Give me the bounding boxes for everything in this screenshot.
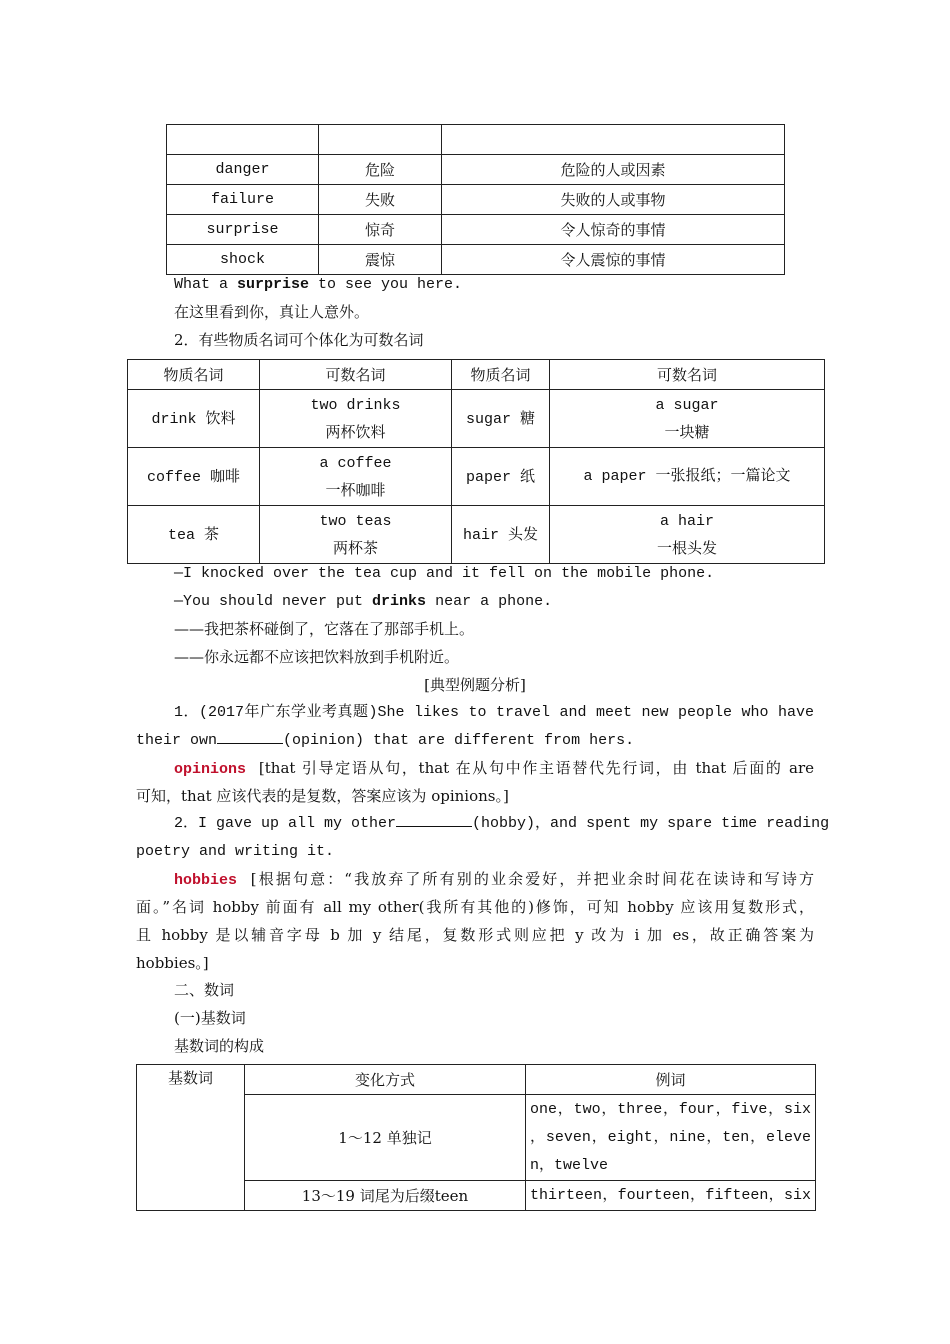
table-cell: 失败 [319,185,442,215]
table-cell: drink 饮料 [128,390,260,448]
table-header: 可数名词 [260,360,452,390]
answer-2-cont: hobbies。] [136,954,209,972]
answer-1-cont: 可知，that 应该代表的是复数，答案应该为 opinions。] [136,787,509,805]
table-cell: 危险 [319,155,442,185]
table-row [167,215,785,245]
table-cell: sugar 糖 [452,390,550,448]
table-cell: 失败的人或事物 [442,185,785,215]
section-subheading: (一)基数词 [174,1009,246,1027]
table-header-row [128,360,825,390]
table-cell [167,125,319,155]
table-row [128,506,825,564]
question-1: 1．(2017年广东学业考真题)She likes to travel and meet new people who have [174,704,814,721]
table-cell: surprise [167,215,319,245]
keyword: drinks [372,593,427,610]
table-header: 可数名词 [550,360,825,390]
table-cell: 危险的人或因素 [442,155,785,185]
answer-2-cont: 面。”名词 hobby 前面有 all my other(我所有其他的)修饰，可知 hobby 应该用复数形式， [136,898,814,916]
table-cell: a coffee 一杯咖啡 [260,448,452,506]
table-row [128,448,825,506]
table-cell: thirteen，fourteen，fifteen，six [526,1181,816,1211]
table-cell [319,125,442,155]
question-2: 2．I gave up all my other (hobby)，and spent my spare time reading [174,810,814,838]
answer-blank [217,727,283,744]
table-cell: 13～19 词尾为后缀teen [245,1181,526,1211]
table-cell: coffee 咖啡 [128,448,260,506]
table-cell: a paper 一张报纸；一篇论文 [550,448,825,506]
dialog-line: —I knocked over the tea cup and it fell on the mobile phone. [174,565,715,582]
table-header: 变化方式 [245,1065,526,1095]
table-cell: 令人震惊的事情 [442,245,785,275]
answer-2: hobbies [根据句意：“我放弃了所有别的业余爱好，并把业余时间花在读诗和写诗方 [174,870,814,889]
table-cell: two teas 两杯茶 [260,506,452,564]
table-cell: failure [167,185,319,215]
answer-2-cont: 且 hobby 是以辅音字母 b 加 y 结尾，复数形式则应把 y 改为 i 加 es，故正确答案为 [136,926,814,944]
table-cell: paper 纸 [452,448,550,506]
material-noun-table [127,359,825,564]
table-cell: a sugar 一块糖 [550,390,825,448]
table-cell: a hair 一根头发 [550,506,825,564]
table-row [167,125,785,155]
answer-blank [396,810,472,827]
answer-text: opinions [174,761,247,778]
table-caption: 基数词的构成 [174,1037,265,1055]
answer-text: hobbies [174,872,238,889]
table-cell: danger [167,155,319,185]
table-cell: 1～12 单独记 [245,1095,526,1181]
table-cell: 震惊 [319,245,442,275]
cardinal-number-table [136,1064,816,1211]
table-cell: 令人惊奇的事情 [442,215,785,245]
question-2-cont: poetry and writing it. [136,843,335,860]
dialog-line: —You should never put drinks near a phone. [174,593,553,610]
keyword: surprise [237,276,310,293]
table-header: 物质名词 [452,360,550,390]
table-row [167,155,785,185]
table-header: 例词 [526,1065,816,1095]
table-cell [442,125,785,155]
question-1-cont: their own (opinion) that are different from hers. [136,727,634,755]
noun-meaning-table [166,124,785,275]
table-row [167,185,785,215]
dialog-line: ——你永远都不应该把饮料放到手机附近。 [174,648,460,666]
section-heading: 二、数词 [174,981,235,999]
dialog-line: ——我把茶杯碰倒了，它落在了那部手机上。 [174,620,475,638]
table-header-row [137,1065,816,1095]
table-cell: two drinks 两杯饮料 [260,390,452,448]
answer-1: opinions [that 引导定语从句，that 在从句中作主语替代先行词，由 that 后面的 are [174,759,814,778]
table-cell: hair 头发 [452,506,550,564]
table-cell: shock [167,245,319,275]
example-sentence-en: What a surprise to see you here. [174,276,463,293]
table-header: 基数词 [137,1065,245,1211]
table-row [167,245,785,275]
section-title: [典型例题分析] [424,676,526,694]
table-header: 物质名词 [128,360,260,390]
table-row [128,390,825,448]
table-cell: 惊奇 [319,215,442,245]
table-cell: one，two，three，four，five，six ，seven，eight，nine，ten，eleve n，twelve [526,1095,816,1181]
example-sentence-zh: 在这里看到你，真让人意外。 [174,303,370,321]
table-cell: tea 茶 [128,506,260,564]
section-heading: 2．有些物质名词可个体化为可数名词 [174,331,424,349]
